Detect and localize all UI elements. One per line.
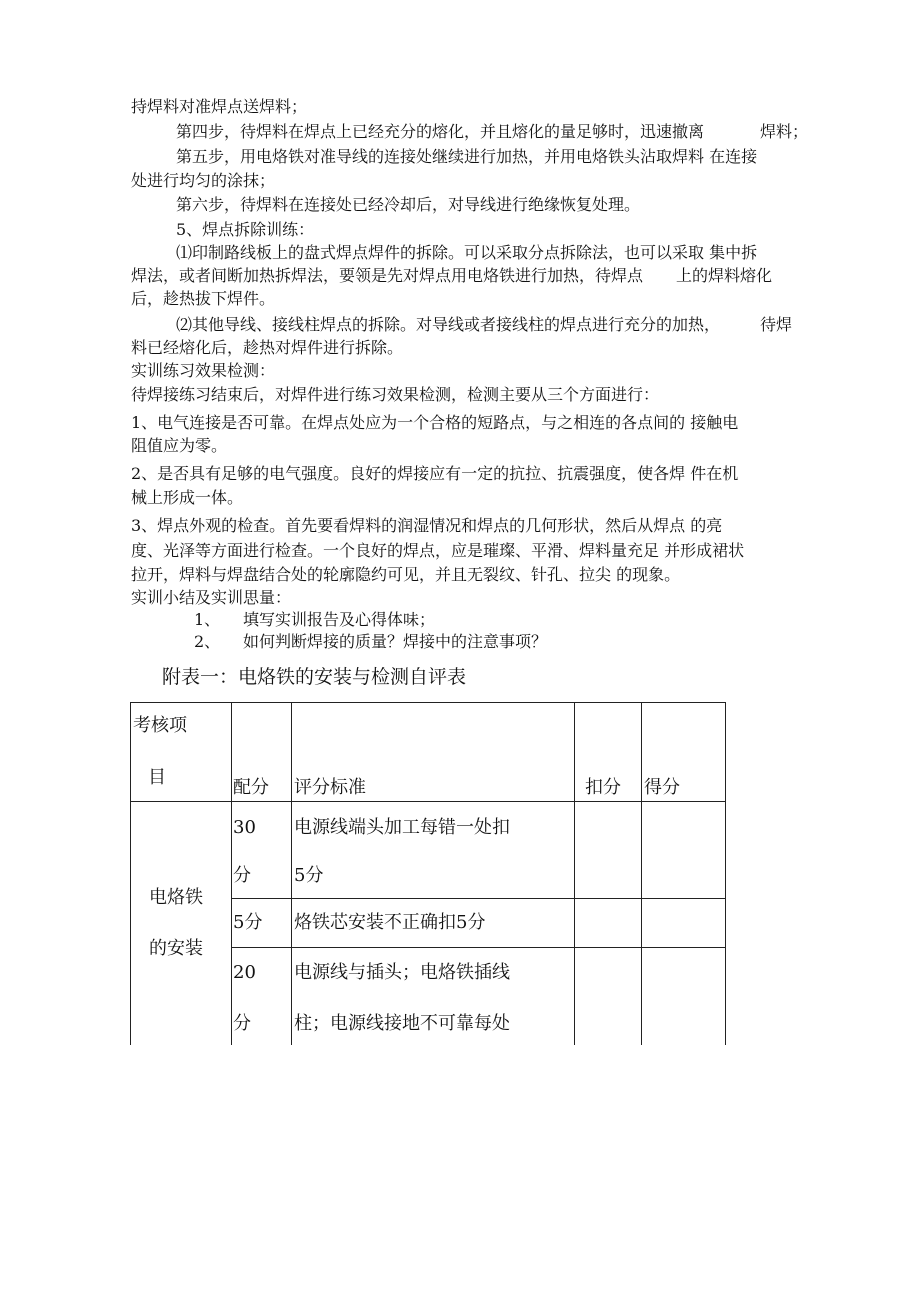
list-item: 填写实训报告及心得体味； (243, 610, 436, 629)
row-criteria: 烙铁芯安装不正确扣5分 (294, 912, 486, 933)
text-line: 第四步，待焊料在焊点上已经充分的熔化，并且熔化的量足够时，迅速撤离 (176, 122, 705, 141)
table-row-divider (231, 947, 726, 948)
text-line: 械上形成一体。 (131, 488, 244, 507)
group-label: 的安装 (149, 938, 203, 959)
header-deduct: 扣分 (585, 777, 621, 798)
section-heading: 5、焊点拆除训练： (176, 220, 315, 239)
list-number: 1、 (194, 610, 221, 629)
row-criteria: 电源线端头加工每错一处扣 (294, 817, 510, 838)
row-score: 5分 (233, 912, 263, 933)
text-line: ⑴印制路线板上的盘式焊点焊件的拆除。可以采取分点拆除法，也可以采取 集中拆 (176, 243, 758, 262)
table-header-divider (130, 801, 726, 802)
row-score: 20 (233, 962, 256, 983)
section-heading: 实训练习效果检测： (131, 361, 276, 380)
text-line: 阻值应为零。 (131, 436, 228, 455)
group-label: 电烙铁 (149, 887, 203, 908)
text-line: 待焊 (760, 315, 793, 334)
section-heading: 实训小结及实训思量： (131, 588, 292, 607)
text-line: 第六步，待焊料在连接处已经冷却后，对导线进行绝缘恢复处理。 (176, 195, 641, 214)
table-column-divider (291, 702, 292, 1045)
text-line: 上的焊料熔化 (676, 266, 773, 285)
header-score: 配分 (233, 777, 269, 798)
text-line: 焊料； (760, 122, 809, 141)
list-number: 2、 (194, 632, 221, 651)
text-line: 2、是否具有足够的电气强度。良好的焊接应有一定的抗拉、抗震强度，使各焊 件在机 (131, 464, 739, 483)
text-line: 焊法，或者间断加热拆焊法，要领是先对焊点用电烙铁进行加热，待焊点 (131, 266, 644, 285)
table-border-top (130, 702, 726, 703)
text-line: 待焊接练习结束后，对焊件进行练习效果检测，检测主要从三个方面进行： (131, 385, 660, 404)
row-score: 分 (233, 1013, 251, 1034)
row-criteria: 柱；电源线接地不可靠每处 (294, 1013, 510, 1034)
header-criteria: 评分标准 (294, 777, 366, 798)
table-title: 附表一：电烙铁的安装与检测自评表 (162, 666, 467, 688)
table-border-right (725, 702, 726, 1045)
header-item: 目 (148, 767, 166, 788)
text-line: 第五步，用电烙铁对准导线的连接处继续进行加热，并用电烙铁头沾取焊料 在连接 (176, 147, 758, 166)
text-line: 1、电气连接是否可靠。在焊点处应为一个合格的短路点，与之相连的各点间的 接触电 (131, 413, 739, 432)
text-line: ⑵其他导线、接线柱焊点的拆除。对导线或者接线柱的焊点进行充分的加热， (176, 315, 721, 334)
text-line: 度、光泽等方面进行检查。一个良好的焊点，应是璀璨、平滑、焊料量充足 并形成裙状 (131, 541, 745, 560)
text-line: 后，趁热拔下焊件。 (131, 289, 276, 308)
row-criteria: 电源线与插头；电烙铁插线 (294, 962, 510, 983)
table-column-divider (641, 702, 642, 1045)
row-score: 分 (233, 865, 251, 886)
list-item: 如何判断焊接的质量？焊接中的注意事项？ (243, 632, 548, 651)
header-earned: 得分 (644, 777, 680, 798)
row-score: 30 (233, 817, 256, 838)
table-border-left (130, 702, 131, 1045)
text-line: 持焊料对准焊点送焊料； (131, 97, 308, 116)
text-line: 拉开，焊料与焊盘结合处的轮廓隐约可见，并且无裂纹、针孔、拉尖 的现象。 (131, 565, 681, 584)
row-criteria: 5分 (294, 865, 324, 886)
table-row-divider (231, 898, 726, 899)
table-column-divider (574, 702, 575, 1045)
text-line: 处进行均匀的涂抹； (131, 171, 276, 190)
text-line: 料已经熔化后，趁热对焊件进行拆除。 (131, 338, 404, 357)
header-item: 考核项 (133, 715, 187, 736)
text-line: 3、焊点外观的检查。首先要看焊料的润湿情况和焊点的几何形状，然后从焊点 的亮 (131, 516, 723, 535)
table-column-divider (231, 702, 232, 1045)
